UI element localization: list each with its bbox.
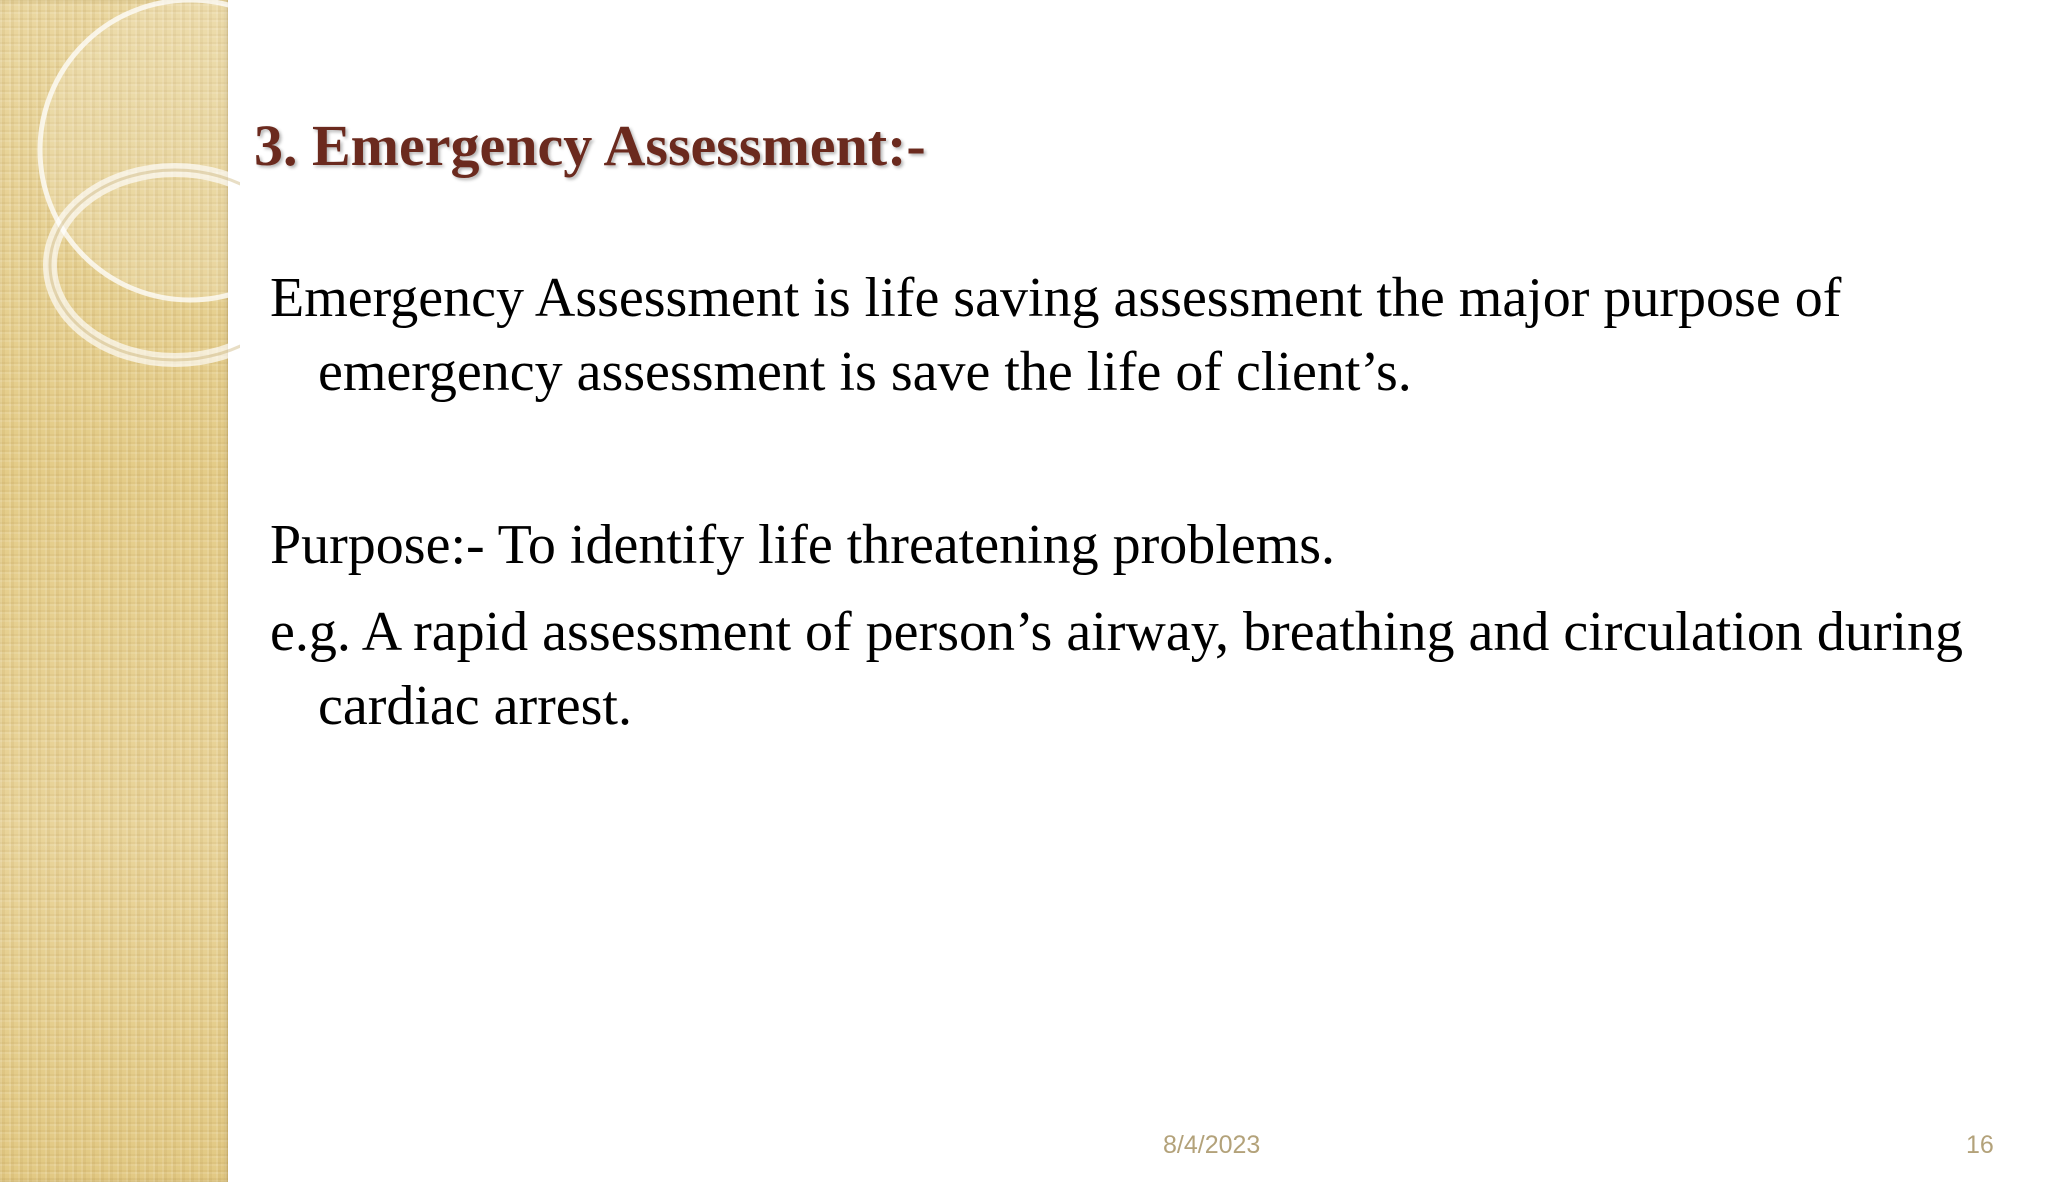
footer-page-number: 16 [1966,1131,1994,1159]
paragraph-definition: Emergency Assessment is life saving assessment the major purpose of emergency assessment is save the life of client’s. [270,267,1842,403]
slide-title: 3. Emergency Assessment:- [254,113,926,178]
footer-date: 8/4/2023 [1163,1131,1261,1159]
paragraph-example: e.g. A rapid assessment of person’s airway, breathing and circulation during cardiac arrest. [270,601,1964,737]
decorative-swirl-icon [0,0,240,420]
paragraph-purpose: Purpose:- To identify life threatening problems. [270,514,1336,576]
